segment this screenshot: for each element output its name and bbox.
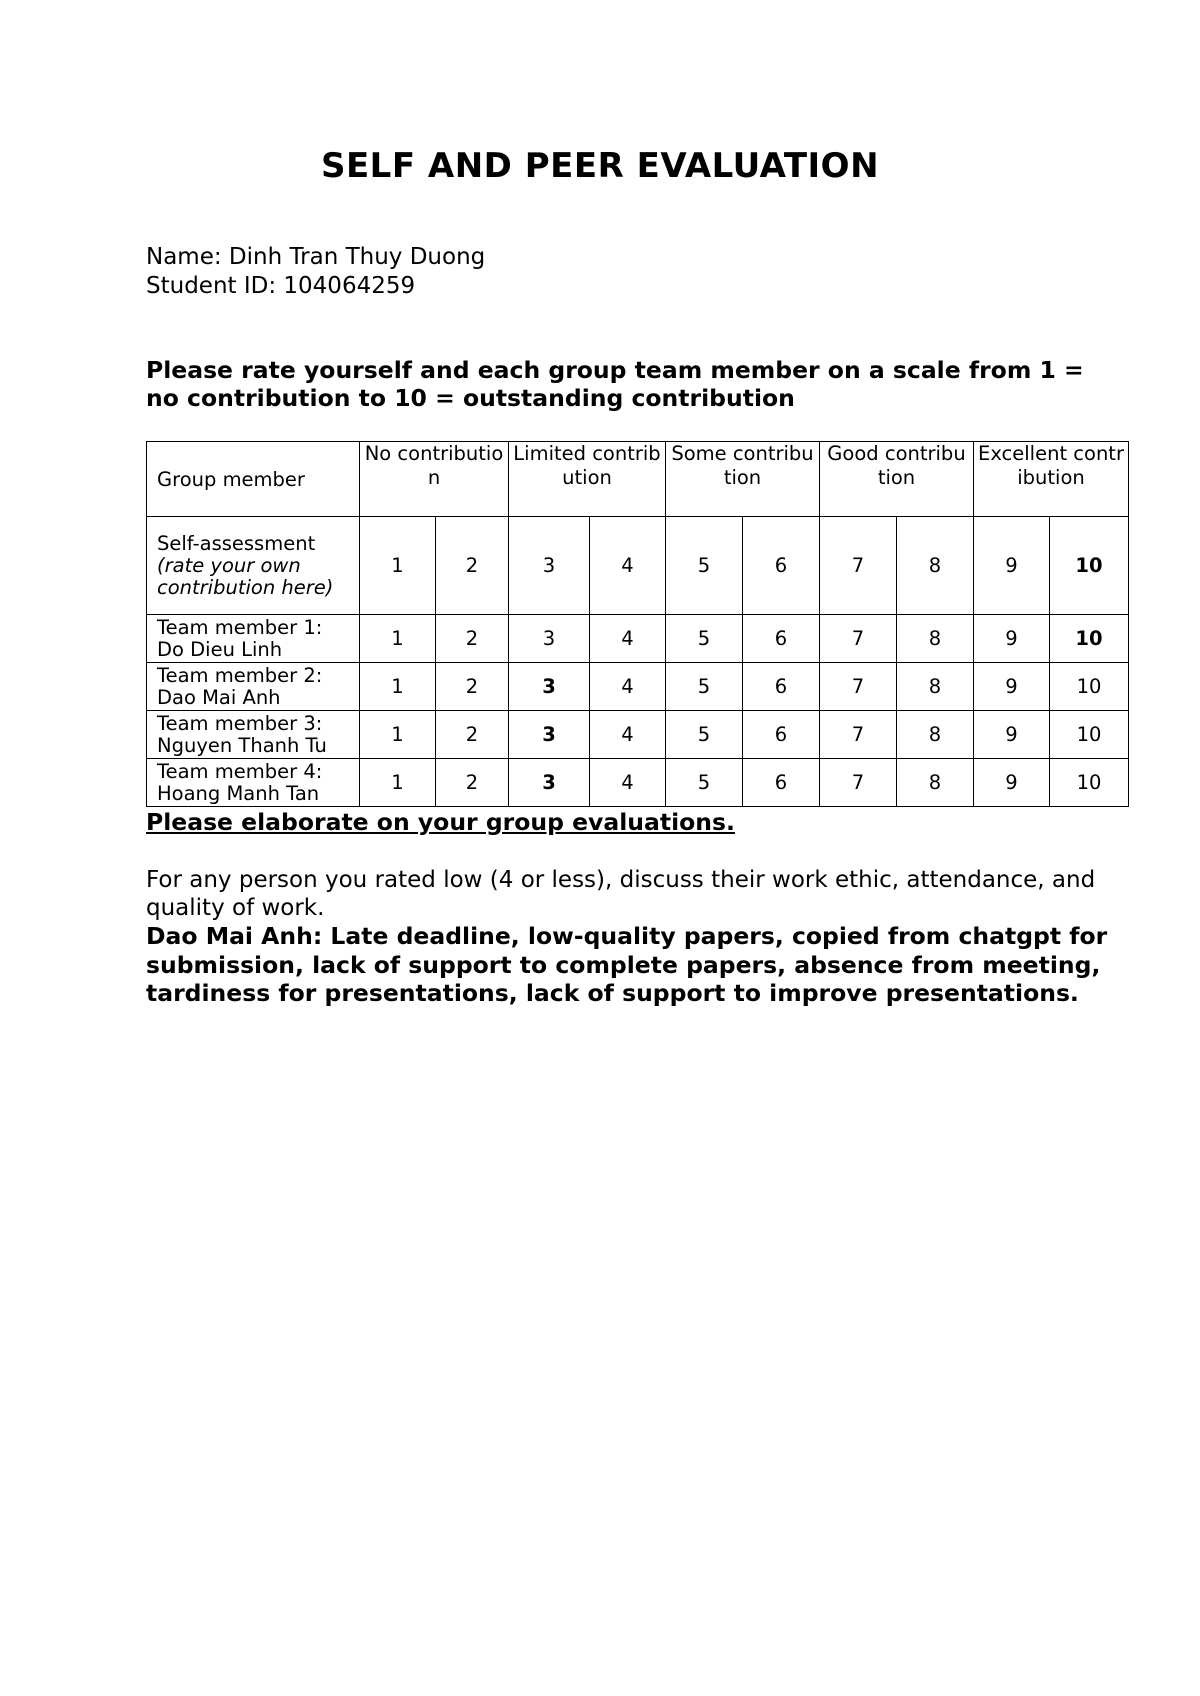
score-cell[interactable]: 4 [590,517,666,615]
score-cell[interactable]: 9 [974,759,1050,807]
score-cell[interactable]: 1 [360,663,436,711]
score-cell[interactable]: 2 [436,759,509,807]
score-cell[interactable]: 1 [360,711,436,759]
table-row [147,615,1129,663]
score-cell[interactable]: 10 [1050,711,1129,759]
row-label [147,759,360,807]
score-cell[interactable]: 1 [360,615,436,663]
score-cell[interactable]: 4 [590,663,666,711]
score-cell[interactable]: 3 [509,517,590,615]
header-group-member: Group member [147,442,360,517]
score-cell[interactable]: 5 [666,615,743,663]
row-label-title: Team member 3: [157,711,323,735]
elaborate-heading: Please elaborate on your group evaluations. [146,808,735,836]
score-cell[interactable]: 6 [743,711,820,759]
header-category: Limited contribution [509,442,666,517]
table-row [147,663,1129,711]
score-cell[interactable]: 8 [897,517,974,615]
header-category: No contribution [360,442,509,517]
score-cell[interactable]: 8 [897,615,974,663]
score-cell[interactable]: 1 [360,759,436,807]
score-cell[interactable]: 2 [436,517,509,615]
row-label-detail: Dao Mai Anh [157,685,281,709]
score-cell[interactable]: 9 [974,517,1050,615]
score-cell[interactable]: 10 [1050,663,1129,711]
score-cell[interactable]: 5 [666,663,743,711]
score-cell[interactable]: 5 [666,759,743,807]
score-cell[interactable]: 3 [509,759,590,807]
score-cell[interactable]: 3 [509,711,590,759]
score-cell[interactable]: 5 [666,711,743,759]
score-cell[interactable]: 9 [974,663,1050,711]
score-cell[interactable]: 10 [1050,517,1129,615]
score-cell[interactable]: 8 [897,711,974,759]
table-row [147,711,1129,759]
row-label-title: Self-assessment [157,531,316,555]
header-category: Some contribution [666,442,820,517]
table-row [147,759,1129,807]
rating-instruction: Please rate yourself and each group team member on a scale from 1 = no contribution to 10 = outstanding contribution [146,356,1084,412]
row-label [147,517,360,615]
score-cell[interactable]: 2 [436,615,509,663]
score-cell[interactable]: 4 [590,615,666,663]
row-label-detail: Nguyen Thanh Tu [157,733,327,757]
elaborate-answer: Dao Mai Anh: Late deadline, low-quality papers, copied from chatgpt for submission, lack of support to complete papers, absence from meeting, tardiness for presentations, lack of support to improve presentations. [146,922,1108,1007]
student-id: Student ID: 104064259 [146,273,416,299]
student-name: Name: Dinh Tran Thuy Duong [146,244,486,270]
score-cell[interactable]: 6 [743,759,820,807]
score-cell[interactable]: 10 [1050,615,1129,663]
score-cell[interactable]: 8 [897,759,974,807]
score-cell[interactable]: 7 [820,517,897,615]
elaborate-prompt: For any person you rated low (4 or less), discuss their work ethic, attendance, and quality of work. [146,867,1096,921]
score-cell[interactable]: 4 [590,711,666,759]
row-label-title: Team member 1: [157,615,323,639]
score-cell[interactable]: 2 [436,663,509,711]
page-title: SELF AND PEER EVALUATION [320,146,880,186]
evaluation-table [146,441,1129,807]
score-cell[interactable]: 7 [820,759,897,807]
score-cell[interactable]: 3 [509,615,590,663]
row-label [147,615,360,663]
header-category: Excellent contribution [974,442,1129,517]
row-label [147,711,360,759]
score-cell[interactable]: 8 [897,663,974,711]
score-cell[interactable]: 7 [820,663,897,711]
score-cell[interactable]: 9 [974,615,1050,663]
table-row [147,517,1129,615]
score-cell[interactable]: 3 [509,663,590,711]
score-cell[interactable]: 5 [666,517,743,615]
score-cell[interactable]: 6 [743,663,820,711]
score-cell[interactable]: 7 [820,615,897,663]
row-label-detail: (rate your own contribution here) [157,553,334,599]
table-header-row [147,442,1129,517]
score-cell[interactable]: 4 [590,759,666,807]
score-cell[interactable]: 1 [360,517,436,615]
score-cell[interactable]: 6 [743,517,820,615]
row-label-detail: Do Dieu Linh [157,637,283,661]
score-cell[interactable]: 6 [743,615,820,663]
header-category: Good contribution [820,442,974,517]
score-cell[interactable]: 2 [436,711,509,759]
score-cell[interactable]: 10 [1050,759,1129,807]
row-label-detail: Hoang Manh Tan [157,781,320,805]
row-label [147,663,360,711]
score-cell[interactable]: 9 [974,711,1050,759]
score-cell[interactable]: 7 [820,711,897,759]
row-label-title: Team member 4: [157,759,323,783]
row-label-title: Team member 2: [157,663,323,687]
